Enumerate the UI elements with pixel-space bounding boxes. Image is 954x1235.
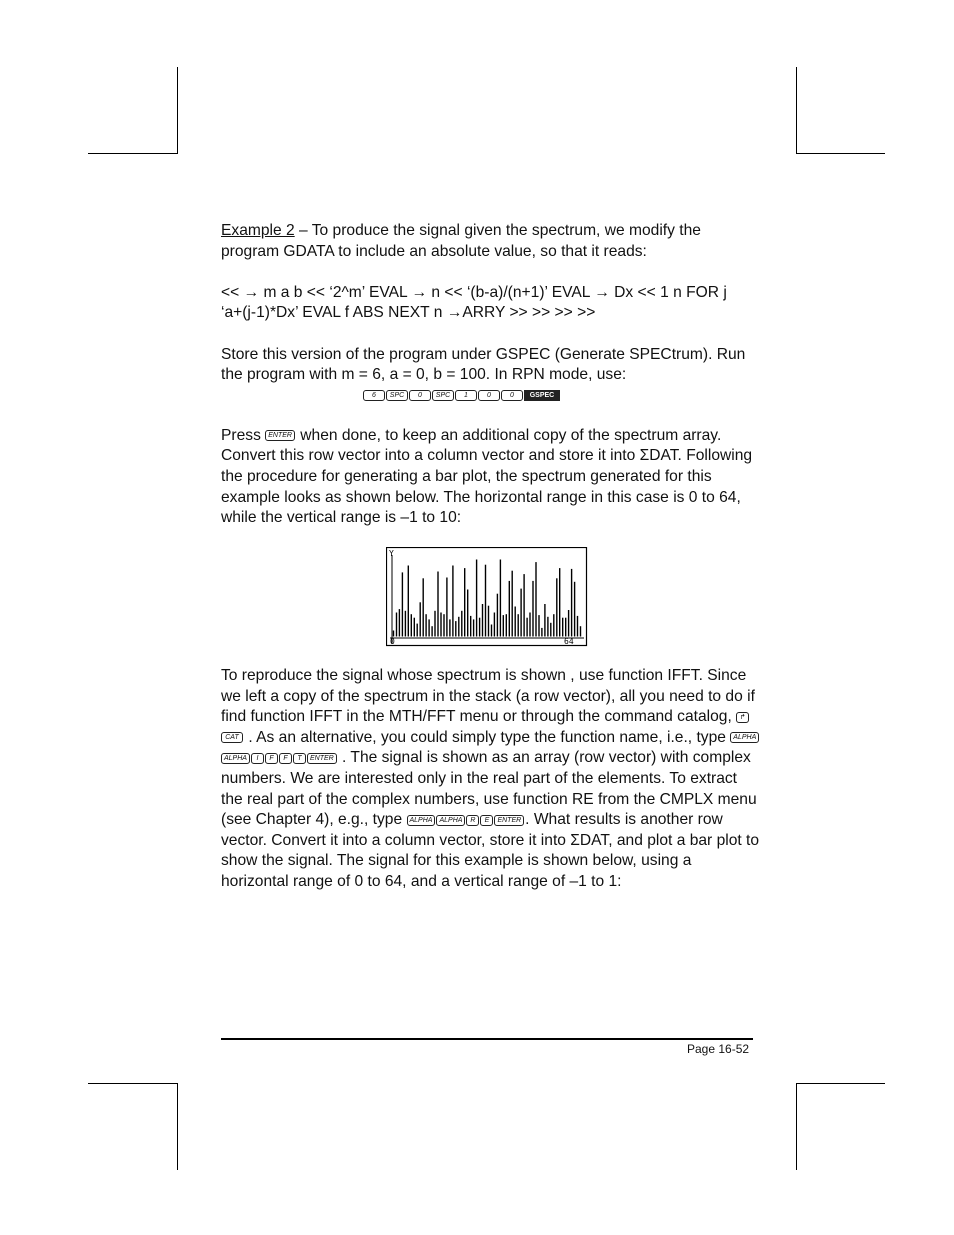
key-1: 1 <box>455 390 477 401</box>
crop-mark <box>177 67 178 154</box>
paragraph-text: . What results is another row vector. Convert it into a column vector, store it into ΣDAT, and plot a bar plot to show the signal. The signal for this example is shown below, using a horizontal range of 0 to 64, and a vertical range of –1 to 1: <box>221 811 760 890</box>
key-e: E <box>480 815 493 826</box>
key-r: R <box>466 815 479 826</box>
paragraph-text: when done, to keep an additional copy of the spectrum array. Convert this row vector into a column vector and store it into ΣDAT. Following the procedure for generating a bar plot, the spectrum generated for this example looks as shown below. The horizontal range in this case is 0 to 64, while the vertical range is –1 to 10: <box>221 426 753 527</box>
upper-text <box>221 221 761 529</box>
key-alpha: ALPHA <box>407 815 436 826</box>
example-label: Example 2 <box>221 222 295 239</box>
paragraph-example <box>221 221 761 262</box>
key-i: I <box>251 753 264 764</box>
key-right-shift: ↱ <box>736 712 749 723</box>
spectrum-bar-plot <box>386 547 588 647</box>
key-spc: SPC <box>432 390 454 401</box>
key-t: T <box>293 753 306 764</box>
crop-mark <box>796 153 885 154</box>
softkey-gspec: GSPEC <box>524 390 560 401</box>
key-0: 0 <box>501 390 523 401</box>
y-axis-label: Y <box>389 549 394 558</box>
crop-mark <box>177 1083 178 1170</box>
paragraph-press <box>221 426 761 529</box>
key-enter: ENTER <box>265 430 295 441</box>
key-spc: SPC <box>386 390 408 401</box>
key-enter: ENTER <box>307 753 337 764</box>
key-alpha: ALPHA <box>730 732 759 743</box>
paragraph-text: To reproduce the signal whose spectrum is shown , use function IFFT. Since we left a copy of the spectrum in the stack (a row vector), all you need to do if find function IFFT in the MTH/FFT menu or through the command catalog, <box>221 667 755 726</box>
key-0: 0 <box>409 390 431 401</box>
paragraph-text: Press <box>221 426 266 444</box>
x-tick-label: 0 <box>390 637 395 646</box>
crop-mark <box>796 67 797 154</box>
crop-mark <box>796 1083 797 1170</box>
key-alpha: ALPHA <box>221 753 250 764</box>
key-0: 0 <box>478 390 500 401</box>
paragraph-text: . As an alternative, you could simply type the function name, i.e., type <box>244 728 731 746</box>
crop-mark <box>88 1083 177 1084</box>
footer-rule <box>221 1038 753 1040</box>
paragraph-store: Store this version of the program under GSPEC (Generate SPECtrum). Run the program with m = 6, a = 0, b = 100. In RPN mode, use: <box>221 345 746 384</box>
crop-mark <box>88 153 177 154</box>
key-6: 6 <box>363 390 385 401</box>
paragraph-text: . The signal is shown as an array (row vector) with complex numbers. We are interested only in the real part of the elements. To extract the real part of the complex numbers, use function RE from the CMPLX menu (see Chapter 4), e.g., type <box>221 749 757 829</box>
paragraph-ifft <box>221 666 761 893</box>
key-enter: ENTER <box>494 815 524 826</box>
key-f: F <box>265 753 278 764</box>
code-line: ‘a+(j-1)*Dx’ EVAL f ABS NEXT n →ARRY >> >> >> >> <box>221 304 596 322</box>
x-tick-label: 64 <box>564 637 574 646</box>
code-line: << → m a b << ‘2^m’ EVAL → n << ‘(b-a)/(n+1)’ EVAL → Dx << 1 n FOR j <box>221 283 727 301</box>
key-cat: CAT <box>221 732 243 743</box>
key-sequence <box>221 386 761 408</box>
paragraph-text: – To produce the signal given the spectrum, we modify the program GDATA to include an absolute value, so that it reads: <box>221 222 701 260</box>
key-alpha: ALPHA <box>436 815 465 826</box>
lower-text <box>221 666 761 893</box>
key-f: F <box>279 753 292 764</box>
crop-mark <box>796 1083 885 1084</box>
page-number: Page 16-52 <box>687 1042 750 1056</box>
